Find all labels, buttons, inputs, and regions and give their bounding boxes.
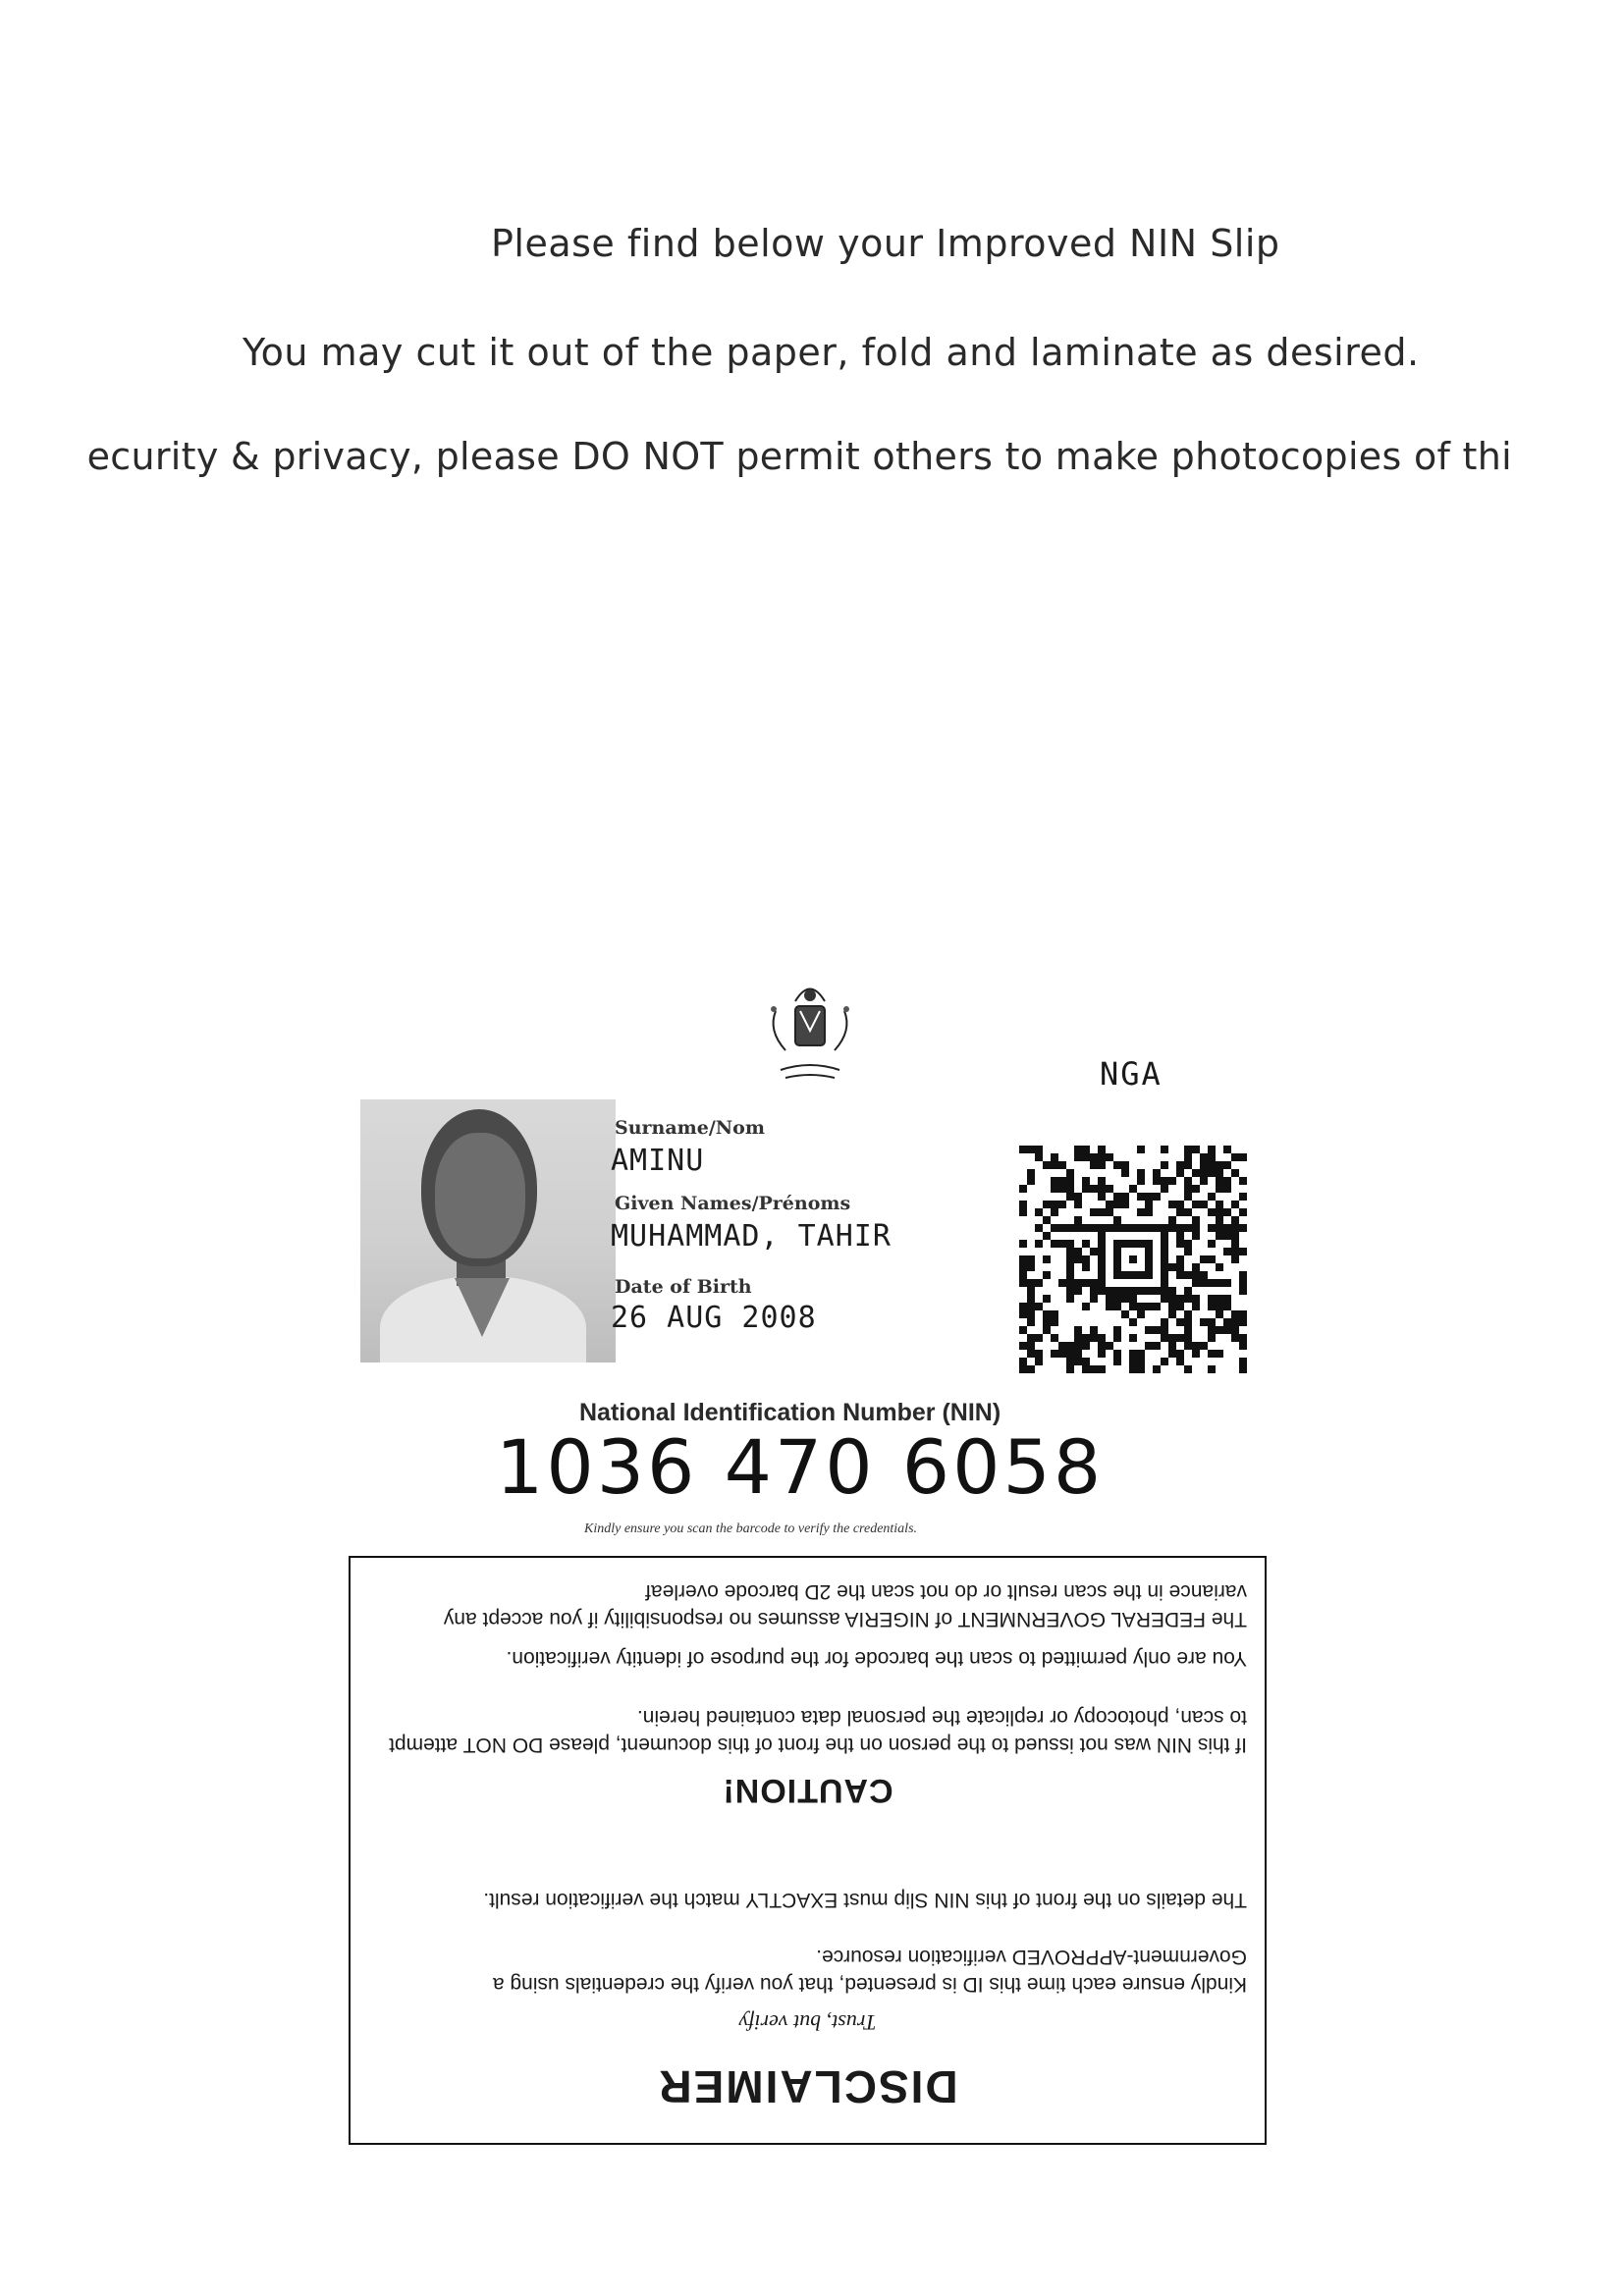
intro-line-3-wrapper bbox=[0, 435, 1512, 486]
disclaimer-paragraph-1: Kindly ensure each time this ID is presented, that you verify the credentials using a Government-APPROVED verification resource. bbox=[492, 1946, 1247, 1996]
given-names-value: MUHAMMAD, TAHIR bbox=[611, 1219, 892, 1254]
dob-label: Date of Birth bbox=[615, 1276, 752, 1298]
given-names-label: Given Names/Prénoms bbox=[615, 1193, 851, 1214]
intro-line-2: You may cut it out of the paper, fold and laminate as desired. bbox=[243, 331, 1420, 374]
disclaimer-paragraph-5: The FEDERAL GOVERNMENT of NIGERIA assumes no responsibility if you accept any variance in the scan result or do not scan the 2D barcode overleaf bbox=[443, 1580, 1247, 1630]
holder-photo bbox=[360, 1099, 616, 1362]
disclaimer-content bbox=[351, 1558, 1265, 2143]
disclaimer-paragraph-3: If this NIN was not issued to the person on the front of this document, please DO NOT attempt to scan, photocopy or replicate the personal data contained herein. bbox=[389, 1706, 1247, 1756]
nin-number: 1036 470 6058 bbox=[496, 1423, 1105, 1511]
surname-value: AMINU bbox=[611, 1144, 705, 1178]
caution-heading: CAUTION! bbox=[722, 1772, 893, 1809]
intro-line-3: ecurity & privacy, please DO NOT permit others to make photocopies of thi bbox=[86, 435, 1512, 478]
nin-scan-note: Kindly ensure you scan the barcode to verify the credentials. bbox=[584, 1522, 918, 1536]
disclaimer-motto: Trust, but verify bbox=[738, 2010, 877, 2035]
qr-code-icon bbox=[1019, 1146, 1247, 1373]
disclaimer-title: DISCLAIMER bbox=[657, 2061, 958, 2112]
intro-line-1: Please find below your Improved NIN Slip bbox=[491, 222, 1280, 265]
dob-value: 26 AUG 2008 bbox=[611, 1301, 817, 1335]
disclaimer-paragraph-4: You are only permitted to scan the barcode for the purpose of identity verification. bbox=[506, 1647, 1247, 1670]
disclaimer-paragraph-2: The details on the front of this NIN Slip must EXACTLY match the verification result. bbox=[483, 1889, 1247, 1911]
country-code: NGA bbox=[1100, 1055, 1163, 1093]
nin-label: National Identification Number (NIN) bbox=[579, 1399, 1001, 1426]
nigeria-coat-of-arms-icon bbox=[756, 972, 864, 1090]
disclaimer-box bbox=[349, 1556, 1267, 2145]
surname-label: Surname/Nom bbox=[615, 1117, 765, 1139]
